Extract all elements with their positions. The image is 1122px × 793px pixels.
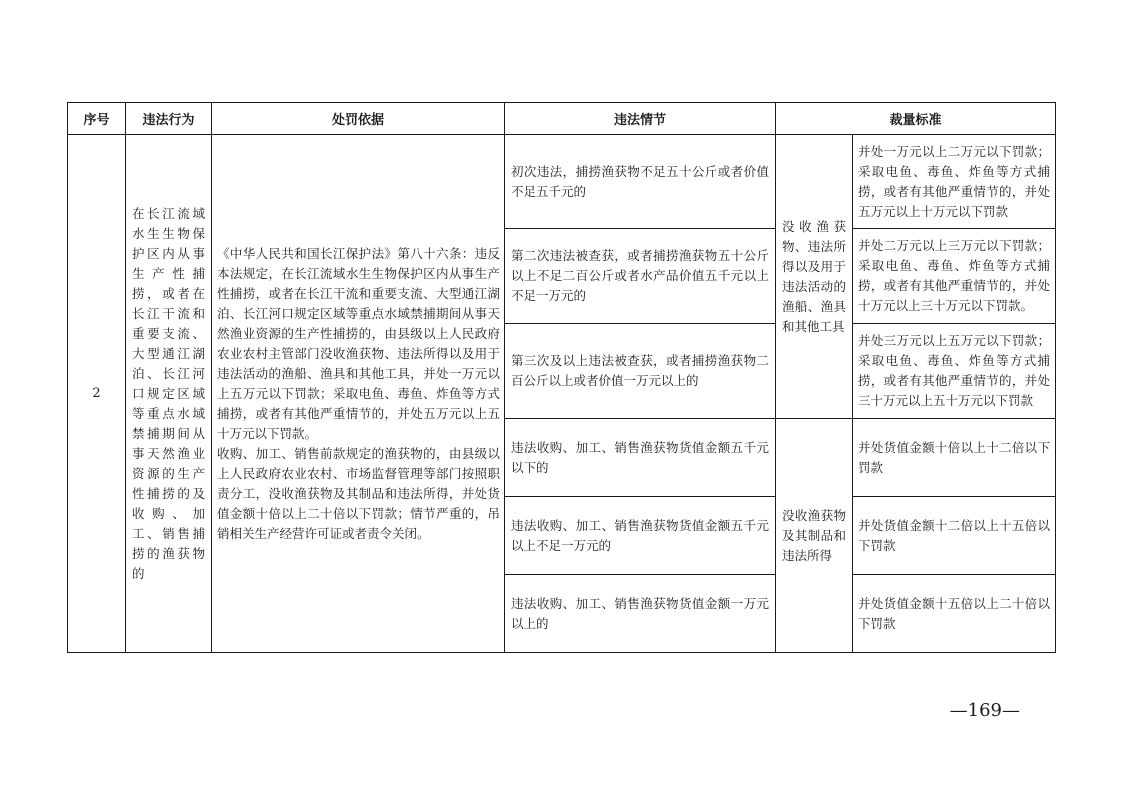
circumstance-2: 第二次违法被查获，或者捕捞渔获物五十公斤以上不足二百公斤或者水产品价值五千元以上不足一万元的 [505,229,776,324]
standard-2: 并处二万元以上三万元以下罚款；采取电鱼、毒鱼、炸鱼等方式捕捞，或者有其他严重情节的，并处十万元以上三十万元以下罚款。 [853,229,1056,324]
table-row [68,135,1056,229]
circumstance-4: 违法收购、加工、销售渔获物货值金额五千元以下的 [505,419,776,497]
basis-paragraph-1: 《中华人民共和国长江保护法》第八十六条：违反本法规定，在长江流域水生生物保护区内从事生产性捕捞，或者在长江干流和重要支流、大型通江湖泊、长江河口规定区域等重点水域禁捕期间从事天然渔业资源的生产性捕捞的，由县级以上人民政府农业农村主管部门没收渔获物、违法所得以及用于违法活动的渔船、渔具和其他工具，并处一万元以上五万元以下罚款；采取电鱼、毒鱼、炸鱼等方式捕捞，或者有其他严重情节的，并处五万元以上五十万元以下罚款。 [217,245,500,441]
header-basis: 处罚依据 [212,103,505,135]
standard-6: 并处货值金额十五倍以上二十倍以下罚款 [853,575,1056,653]
standard-4: 并处货值金额十倍以上十二倍以下罚款 [853,419,1056,497]
confiscation-1: 没收渔获物、违法所得以及用于违法活动的渔船、渔具和其他工具 [776,135,853,419]
header-seq: 序号 [68,103,126,135]
row-act: 在长江流域水生生物保护区内从事生产性捕捞，或者在长江干流和重要支流、大型通江湖泊、长江河口规定区域等重点水域禁捕期间从事天然渔业资源的生产性捕捞的及收购、加工、销售捕捞的渔获物的 [126,135,212,653]
circumstance-5: 违法收购、加工、销售渔获物货值金额五千元以上不足一万元的 [505,497,776,575]
confiscation-2: 没收渔获物及其制品和违法所得 [776,419,853,653]
page-number: —169— [949,700,1020,721]
circumstance-1: 初次违法，捕捞渔获物不足五十公斤或者价值不足五千元的 [505,135,776,229]
table-header-row [68,103,1056,135]
row-basis [212,135,505,653]
row-seq: 2 [68,135,126,653]
header-circumstance: 违法情节 [505,103,776,135]
penalty-table [67,102,1056,653]
basis-paragraph-2: 收购、加工、销售前款规定的渔获物的，由县级以上人民政府农业农村、市场监督管理等部门按照职责分工，没收渔获物及其制品和违法所得，并处货值金额十倍以上二十倍以下罚款；情节严重的，吊销相关生产经营许可证或者责令关闭。 [217,445,500,541]
header-act: 违法行为 [126,103,212,135]
circumstance-6: 违法收购、加工、销售渔获物货值金额一万元以上的 [505,575,776,653]
circumstance-3: 第三次及以上违法被查获，或者捕捞渔获物二百公斤以上或者价值一万元以上的 [505,324,776,419]
standard-5: 并处货值金额十二倍以上十五倍以下罚款 [853,497,1056,575]
header-standard: 裁量标准 [776,103,1056,135]
standard-1: 并处一万元以上二万元以下罚款；采取电鱼、毒鱼、炸鱼等方式捕捞，或者有其他严重情节的，并处五万元以上十万元以下罚款 [853,135,1056,229]
standard-3: 并处三万元以上五万元以下罚款；采取电鱼、毒鱼、炸鱼等方式捕捞，或者有其他严重情节的，并处三十万元以上五十万元以下罚款 [853,324,1056,419]
